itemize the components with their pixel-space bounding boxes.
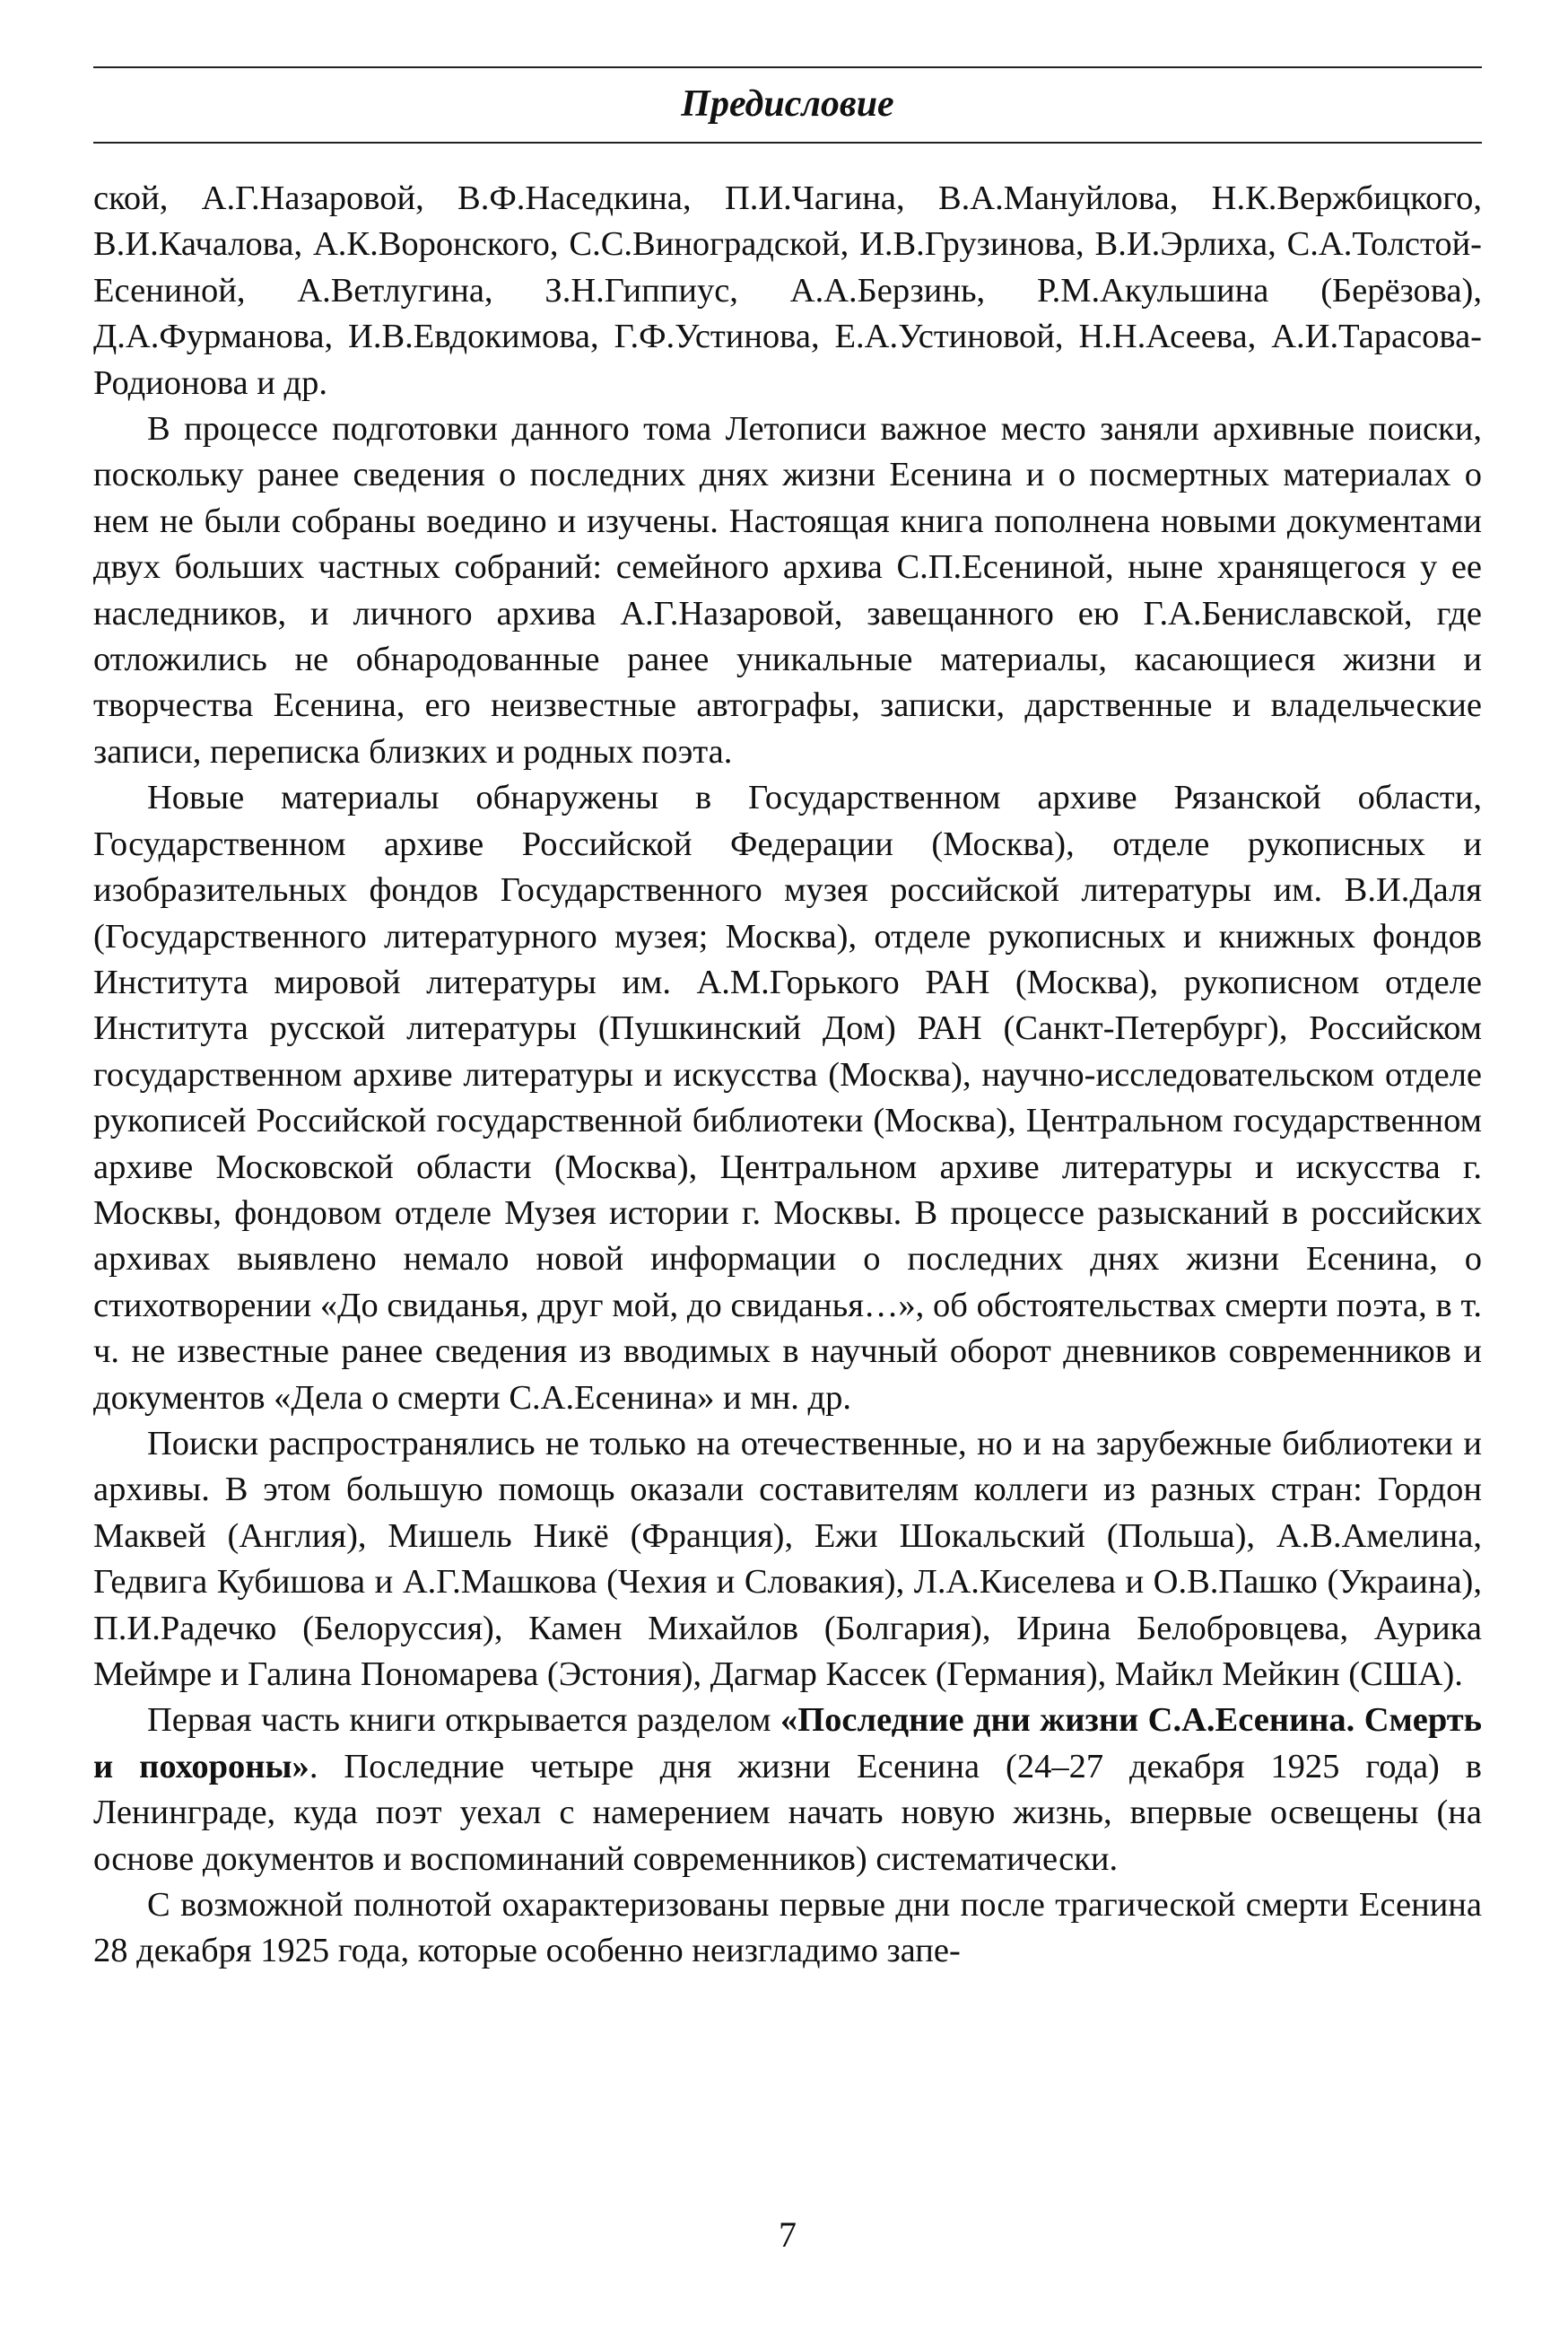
paragraph-foreign-archives: Поиски распространялись не только на отечественные, но и на зарубежные библиотеки и архивы. В этом большую помощь оказали составителям коллеги из разных стран: Гордон Маквей (Англия), Мишель Никё (Франция), Ежи Шокальский (Польша), А.В.Амелина, Гедвига Кубишова и А.Г.Машкова (Чехия и Словакия), Л.А.Киселева и О.В.Пашко (Украина), П.И.Радечко (Белоруссия), Камен Михайлов (Болгария), Ирина Белобровцева, Аурика Меймре и Галина Пономарева (Эстония), Дагмар Кассек (Германия), Майкл Мейкин (США). [93,1424,1482,1693]
running-header: Предисловие [681,83,894,125]
section-title-emphasis: «Последние дни жизни С.А.Есенина. Смерть и похороны» [93,1701,1482,1785]
paragraph-new-materials: Новые материалы обнаружены в Государственном архиве Рязанской области, Государственном архиве Российской Федерации (Москва), отделе рукописных и изобразительных фондов Государственного музея российской литературы им. В.И.Даля (Государственного литературного музея; Москва), отделе рукописных и книжных фондов Института мировой литературы им. А.М.Горького РАН (Москва), рукописном отделе Института русской литературы (Пушкинский Дом) РАН (Санкт-Петербург), Российском государственном архиве литературы и искусства (Москва), научно-исследовательском отделе рукописей Российской государственной библиотеки (Москва), Центральном государственном архиве Московской области (Москва), Центральном архиве литературы и искусства г. Москвы, фондовом отделе Музея истории г. Москвы. В процессе разысканий в российских архивах выявлено немало новой информации о последних днях жизни Есенина, о стихотворении «До свиданья, друг мой, до свиданья…», об обстоятельствах смерти поэта, в т. ч. не известные ранее сведения из вводимых в научный оборот дневников современников и документов «Дела о смерти С.А.Есенина» и мн. др. [93,779,1482,1417]
paragraph-first-part-lead: Первая часть книги открывается разделом [147,1701,780,1740]
header-rule-top [93,66,1482,68]
page-number: 7 [779,2214,797,2255]
paragraph-first-part [93,1698,1482,1882]
header-rule-bottom [93,142,1482,144]
paragraph-first-days: С возможной полнотой охарактеризованы первые дни после трагической смерти Есенина 28 декабря 1925 года, которые особенно неизгладимо запе- [93,1886,1482,1970]
paragraph-first-part-rest: . Последние четыре дня жизни Есенина (24–27 декабря 1925 года) в Ленинграде, куда поэт уехал с намерением начать новую жизнь, впервые освещены (на основе документов и воспоминаний современников) систематически. [93,1747,1482,1878]
book-page [93,0,1482,2331]
paragraph-continuation: ской, А.Г.Назаровой, В.Ф.Наседкина, П.И.Чагина, В.А.Мануйлова, Н.К.Вержбицкого, В.И.Качалова, А.К.Воронского, С.С.Виноградской, И.В.Грузинова, В.И.Эрлиха, С.А.Толстой-Есениной, А.Ветлугина, З.Н.Гиппиус, А.А.Берзинь, Р.М.Акульшина (Берёзова), Д.А.Фурманова, И.В.Евдокимова, Г.Ф.Устинова, Е.А.Устиновой, Н.Н.Асеева, А.И.Тарасова-Родионова и др. [93,179,1482,402]
paragraph-archival-search: В процессе подготовки данного тома Летописи важное место заняли архивные поиски, поскольку ранее сведения о последних днях жизни Есенина и о посмертных материалах о нем не были собраны воедино и изучены. Настоящая книга пополнена новыми документами двух больших частных собраний: семейного архива С.П.Есениной, ныне хранящегося у ее наследников, и личного архива А.Г.Назаровой, завещанного ею Г.А.Бениславской, где отложились не обнародованные ранее уникальные материалы, касающиеся жизни и творчества Есенина, его неизвестные автографы, записки, дарственные и владельческие записи, переписка близких и родных поэта. [93,410,1482,771]
body-text [93,176,1482,1975]
